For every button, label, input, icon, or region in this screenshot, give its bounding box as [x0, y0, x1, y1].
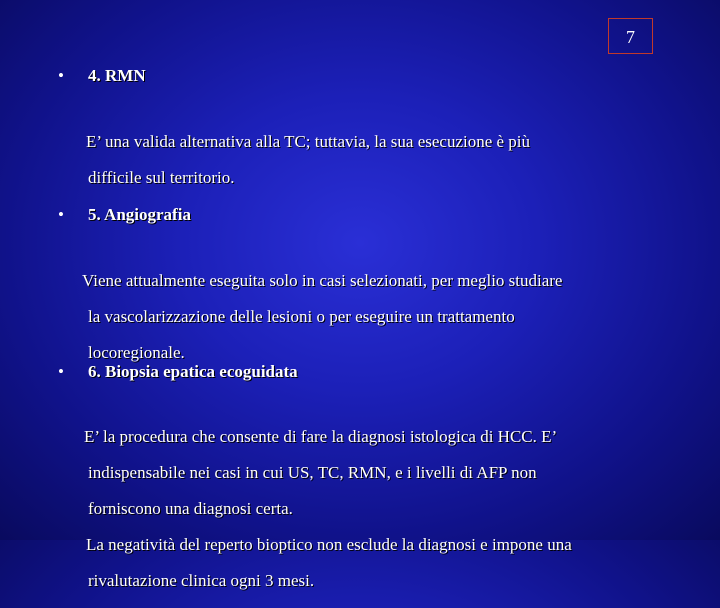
heading-rmn: 4. RMN — [88, 66, 146, 85]
paragraph-line: E’ la procedura che consente di fare la diagnosi istologica di HCC. E’ — [84, 427, 558, 446]
heading-biopsia: 6. Biopsia epatica ecoguidata — [88, 362, 298, 381]
slide-number: 7 — [608, 18, 653, 54]
paragraph-line: difficile sul territorio. — [88, 168, 235, 187]
paragraph-line: indispensabile nei casi in cui US, TC, RMN, e i livelli di AFP non — [88, 463, 537, 482]
paragraph-line: rivalutazione clinica ogni 3 mesi. — [88, 571, 315, 590]
bullet-icon: • — [58, 362, 64, 381]
paragraph-line: E’ una valida alternativa alla TC; tuttavia, la sua esecuzione è più — [86, 132, 531, 151]
paragraph-line: Viene attualmente eseguita solo in casi selezionati, per meglio studiare — [82, 271, 563, 290]
paragraph-line: locoregionale. — [88, 343, 185, 362]
bullet-icon: • — [58, 66, 64, 85]
paragraph-biopsia — [84, 410, 572, 608]
heading-angiografia: 5. Angiografia — [88, 205, 191, 224]
paragraph-line: la vascolarizzazione delle lesioni o per eseguire un trattamento — [88, 307, 515, 326]
bullet-item-angiografia — [58, 205, 191, 225]
bullet-item-rmn — [58, 66, 146, 86]
bullet-icon: • — [58, 205, 64, 224]
bullet-item-biopsia — [58, 362, 298, 382]
paragraph-line: La negatività del reperto bioptico non esclude la diagnosi e impone una — [86, 535, 572, 554]
paragraph-rmn — [86, 115, 530, 205]
paragraph-line: forniscono una diagnosi certa. — [88, 499, 293, 518]
